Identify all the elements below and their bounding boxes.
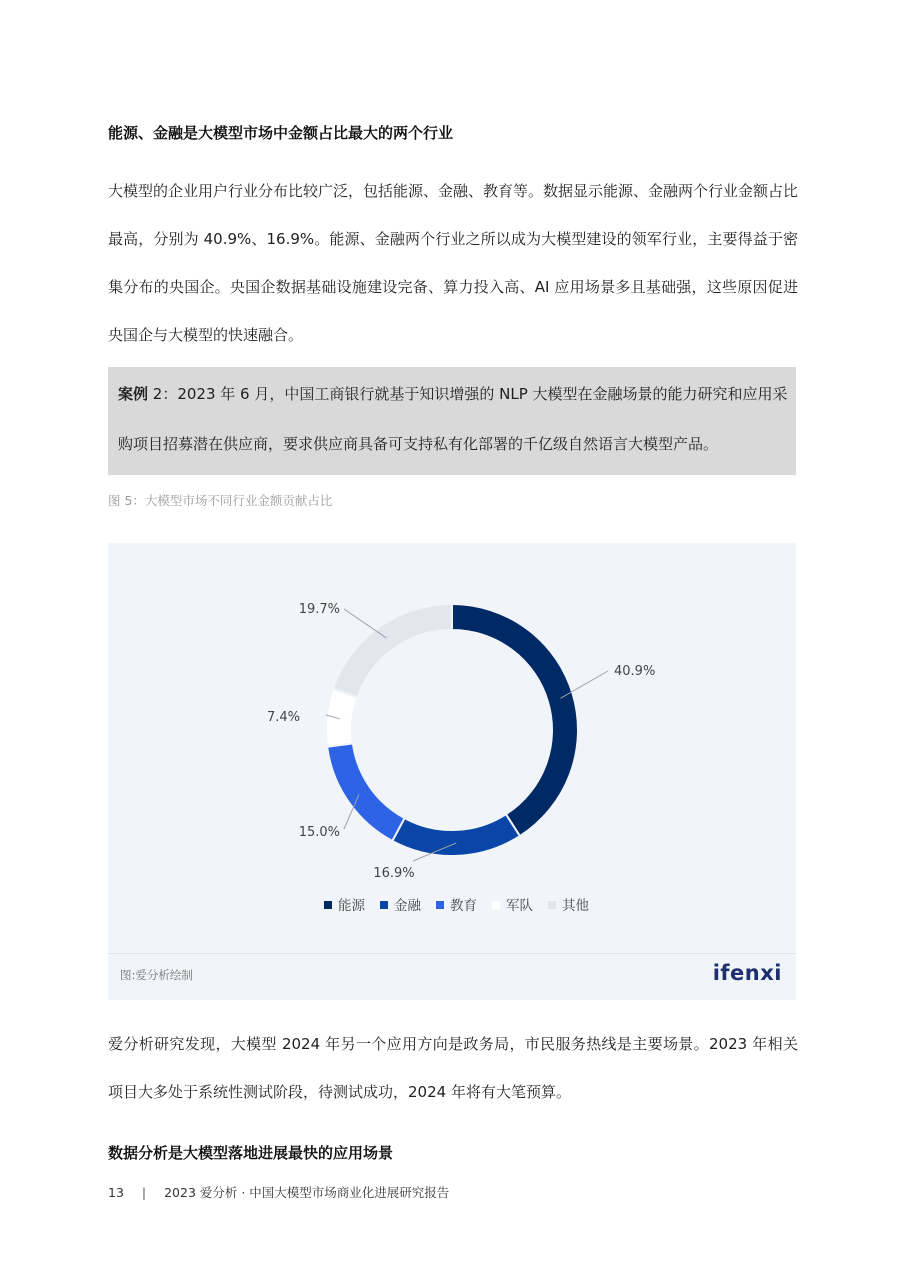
data-label-2: 15.0% [298,825,340,840]
donut-slice-1 [392,814,520,856]
leader-line-4 [344,609,386,638]
legend-swatch-3 [492,901,500,909]
source-divider [108,953,796,954]
case-label: 案例 [118,385,149,403]
legend-label-2: 教育 [450,898,477,914]
section-heading-energy-finance: 能源、金融是大模型市场中金额占比最大的两个行业 [108,124,454,142]
figure-caption: 图 5：大模型市场不同行业金额贡献占比 [108,493,333,508]
donut-slice-0 [452,604,578,836]
legend-label-0: 能源 [338,898,365,914]
legend-swatch-0 [324,901,332,909]
footer-title: 2023 爱分析 · 中国大模型市场商业化进展研究报告 [164,1185,450,1200]
donut-chart [108,543,796,943]
legend-swatch-2 [436,901,444,909]
legend-swatch-4 [548,901,556,909]
case-text [118,369,788,469]
data-label-3: 7.4% [266,710,300,725]
data-label-4: 19.7% [298,602,340,617]
paragraph-government: 爱分析研究发现，大模型 2024 年另一个应用方向是政务局，市民服务热线是主要场景。2023 年相关项目大多处于系统性测试阶段，待测试成功，2024 年将有大笔预算。 [108,1035,798,1101]
footer-divider: | [141,1185,147,1200]
legend-label-3: 军队 [506,898,533,914]
ifenxi-logo: ifenxi [712,961,782,985]
data-label-0: 40.9% [614,664,656,679]
case-box [108,367,796,475]
chart-panel [108,543,796,1000]
legend-label-1: 金融 [394,898,421,914]
paragraph-industry-distribution: 大模型的企业用户行业分布比较广泛，包括能源、金融、教育等。数据显示能源、金融两个行业金额占比最高，分别为 40.9%、16.9%。能源、金融两个行业之所以成为大模型建设的领军行业，主要得益于密集分布的央国企。央国企数据基础设施建设完备、算力投入高、AI 应用场景多且基础强，这些原因促进央国企与大模型的快速融合。 [108,182,799,344]
case-body: 2：2023 年 6 月，中国工商银行就基于知识增强的 NLP 大模型在金融场景的能力研究和应用采购项目招募潜在供应商，要求供应商具备可支持私有化部署的千亿级自然语言大模型产品。 [118,385,788,453]
page-number: 13 [108,1185,124,1200]
chart-source: 图:爱分析绘制 [120,968,193,982]
page-footer [108,1183,449,1201]
section-heading-data-analysis: 数据分析是大模型落地进展最快的应用场景 [108,1144,394,1162]
legend-swatch-1 [380,901,388,909]
legend-label-4: 其他 [562,898,589,914]
donut-slice-3 [326,689,357,747]
data-label-1: 16.9% [373,866,415,881]
donut-slice-4 [333,604,452,697]
